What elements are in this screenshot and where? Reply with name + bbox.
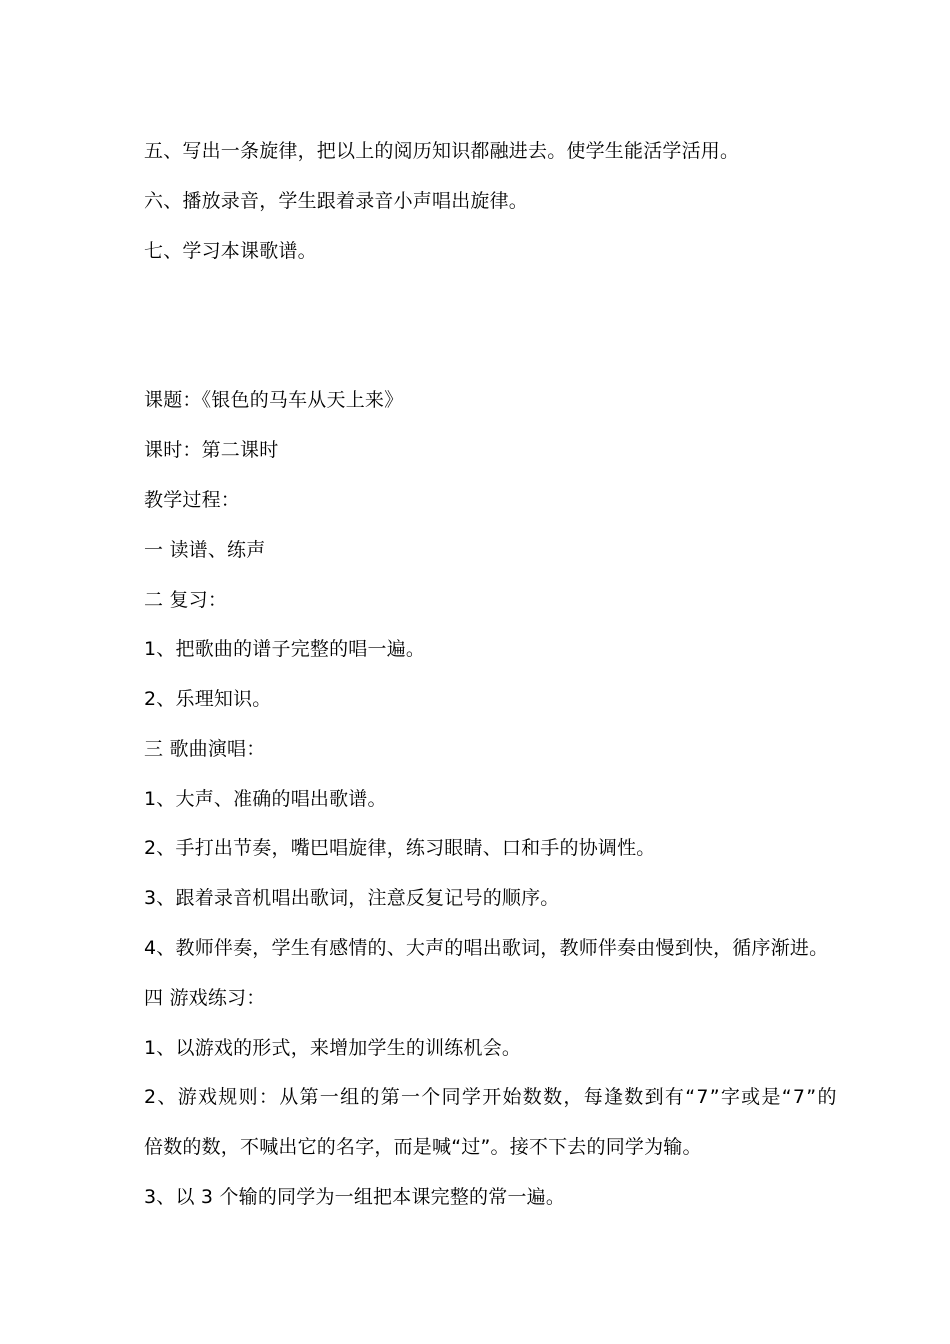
list-item: 3、以 3 个输的同学为一组把本课完整的常一遍。 <box>144 1186 566 1208</box>
list-item: 2、游戏规则：从第一组的第一个同学开始数数，每逢数到有“7”字或是“7”的 <box>144 1086 838 1108</box>
paragraph-step-7: 七、学习本课歌谱。 <box>144 240 317 262</box>
lesson-title: 课题：《银色的马车从天上来》 <box>144 389 404 411</box>
paragraph-step-5: 五、写出一条旋律，把以上的阅历知识都融进去。使学生能活学活用。 <box>144 140 740 162</box>
list-item: 2、乐理知识。 <box>144 688 272 710</box>
list-item: 1、把歌曲的谱子完整的唱一遍。 <box>144 638 426 660</box>
teaching-process-heading: 教学过程： <box>144 489 241 511</box>
section-heading-2: 二 复习： <box>144 589 228 611</box>
list-item-continuation: 倍数的数，不喊出它的名字，而是喊“过”。接不下去的同学为输。 <box>144 1136 702 1158</box>
lesson-period: 课时：第二课时 <box>144 439 279 461</box>
section-heading-3: 三 歌曲演唱： <box>144 738 266 760</box>
section-heading-4: 四 游戏练习： <box>144 987 266 1009</box>
list-item: 3、跟着录音机唱出歌词，注意反复记号的顺序。 <box>144 887 560 909</box>
section-heading-1: 一 读谱、练声 <box>144 539 266 561</box>
list-item: 2、手打出节奏，嘴巴唱旋律，练习眼睛、口和手的协调性。 <box>144 837 656 859</box>
list-item: 1、以游戏的形式，来增加学生的训练机会。 <box>144 1037 522 1059</box>
paragraph-step-6: 六、播放录音，学生跟着录音小声唱出旋律。 <box>144 190 529 212</box>
list-item: 4、教师伴奏，学生有感情的、大声的唱出歌词，教师伴奏由慢到快，循序渐进。 <box>144 937 829 959</box>
list-item: 1、大声、准确的唱出歌谱。 <box>144 788 387 810</box>
